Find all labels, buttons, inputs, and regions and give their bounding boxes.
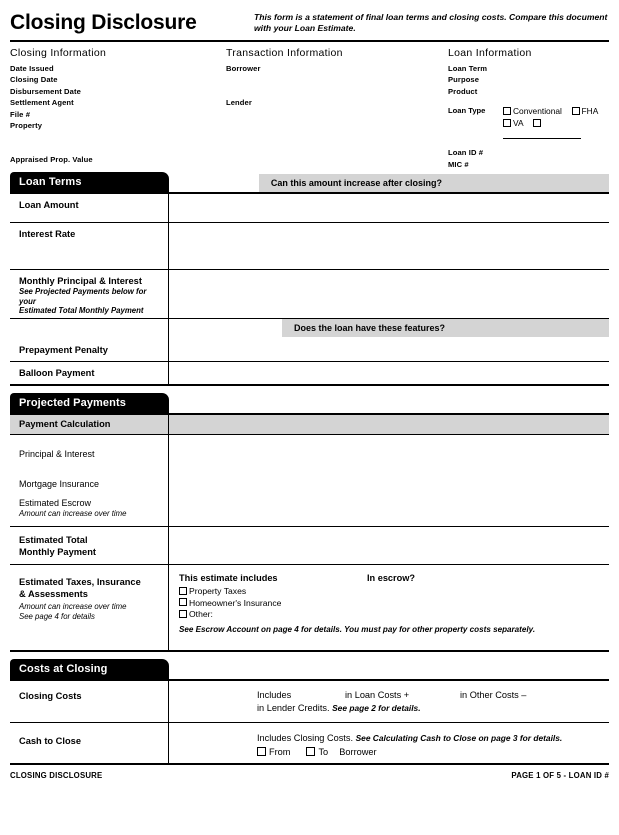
cell-label bbox=[10, 270, 169, 318]
checkbox-other-escrow[interactable] bbox=[179, 610, 187, 618]
cell-label bbox=[10, 194, 169, 222]
band-can-increase bbox=[259, 174, 609, 192]
label-closing-costs: Closing Costs bbox=[19, 691, 82, 701]
checkbox-property-taxes[interactable] bbox=[179, 587, 187, 595]
label-estimated-total-2: Monthly Payment bbox=[19, 547, 96, 557]
band-loan-features: Does the loan have these features? bbox=[282, 319, 609, 337]
projected-payments-tab: Projected Payments bbox=[10, 393, 169, 413]
cell-value-prepayment-penalty[interactable] bbox=[169, 319, 609, 361]
cell-label bbox=[10, 435, 169, 526]
label-estimated-taxes-1: Estimated Taxes, Insurance bbox=[19, 577, 141, 587]
label-loan-amount: Loan Amount bbox=[19, 200, 79, 210]
cell-closing-costs-detail bbox=[169, 681, 609, 722]
escrow-item bbox=[179, 598, 601, 610]
label-payment-calculation: Payment Calculation bbox=[19, 419, 111, 429]
text-see-calculating-cash-to-close: See Calculating Cash to Close on page 3 for details. bbox=[355, 733, 563, 743]
closing-information-heading: Closing Information bbox=[10, 47, 107, 59]
row-estimated-total-monthly-payment bbox=[10, 526, 609, 564]
row-interest-rate bbox=[10, 222, 609, 269]
sublabel-escrow-increase: Amount can increase over time bbox=[19, 509, 127, 518]
cell-payment-components-values[interactable] bbox=[169, 435, 609, 526]
sublabel-see-projected-2: Estimated Total Monthly Payment bbox=[19, 306, 144, 316]
field-closing-date: Closing Date bbox=[10, 75, 58, 85]
projected-payments-header-row bbox=[10, 393, 609, 413]
closing-costs-line-2 bbox=[257, 702, 601, 715]
cell-estimated-total-value[interactable] bbox=[169, 527, 609, 564]
row-loan-amount bbox=[10, 194, 609, 222]
transaction-information-column bbox=[226, 47, 448, 165]
cell-label bbox=[10, 223, 169, 269]
closing-costs-line-1 bbox=[257, 689, 601, 702]
spacer bbox=[10, 131, 226, 154]
band-can-increase-text: Can this amount increase after closing? bbox=[270, 178, 442, 188]
loan-information-column bbox=[448, 47, 609, 169]
field-mic: MIC # bbox=[448, 159, 469, 169]
checkbox-homeowners-insurance[interactable] bbox=[179, 598, 187, 606]
label-fha: FHA bbox=[581, 106, 599, 117]
cash-to-close-direction bbox=[257, 746, 601, 759]
label-interest-rate: Interest Rate bbox=[19, 229, 76, 239]
label-homeowners-insurance: Homeowner's Insurance bbox=[189, 597, 282, 608]
row-prepayment-penalty bbox=[10, 318, 609, 361]
sublabel-taxes-increase: Amount can increase over time bbox=[19, 602, 127, 611]
loan-terms-tab: Loan Terms bbox=[10, 172, 169, 192]
field-purpose: Purpose bbox=[448, 75, 480, 85]
footer-left: CLOSING DISCLOSURE bbox=[10, 771, 103, 780]
page-title: Closing Disclosure bbox=[10, 11, 197, 34]
cell-label bbox=[10, 527, 169, 564]
field-date-issued: Date Issued bbox=[10, 64, 54, 73]
cell-cash-to-close-detail bbox=[169, 723, 609, 763]
cell-value-monthly-principal-interest[interactable] bbox=[169, 270, 609, 318]
cell-value-balloon-payment[interactable] bbox=[169, 362, 609, 384]
label-balloon-payment: Balloon Payment bbox=[19, 368, 95, 378]
field-appraised-prop-value: Appraised Prop. Value bbox=[10, 155, 93, 165]
costs-at-closing-table bbox=[10, 679, 609, 765]
closing-information-column bbox=[10, 47, 226, 165]
loan-terms-band-wrap bbox=[169, 172, 609, 192]
cell-escrow-details bbox=[169, 565, 609, 650]
checkbox-fha[interactable] bbox=[572, 107, 580, 115]
checkbox-va[interactable] bbox=[503, 119, 511, 127]
projected-payments-table bbox=[10, 413, 609, 652]
cell-label bbox=[10, 565, 169, 650]
checkbox-conventional[interactable] bbox=[503, 107, 511, 115]
escrow-item-list bbox=[179, 586, 601, 621]
header-divider bbox=[10, 40, 609, 42]
escrow-item bbox=[179, 586, 601, 598]
from-option[interactable] bbox=[257, 747, 290, 757]
field-product: Product bbox=[448, 86, 478, 96]
loan-terms-header-row bbox=[10, 172, 609, 192]
label-other-escrow: Other: bbox=[189, 609, 213, 620]
loan-type-other-input[interactable] bbox=[503, 130, 581, 139]
loan-type-label: Loan Type bbox=[448, 106, 486, 116]
row-balloon-payment bbox=[10, 361, 609, 384]
field-settlement-agent: Settlement Agent bbox=[10, 98, 74, 108]
footer-right: PAGE 1 OF 5 - LOAN ID # bbox=[511, 771, 609, 780]
cell-value-interest-rate[interactable] bbox=[169, 223, 609, 269]
checkbox-other-loan-type[interactable] bbox=[533, 119, 541, 127]
label-estimated-taxes-2: & Assessments bbox=[19, 589, 88, 599]
text-see-page-2: See page 2 for details. bbox=[332, 703, 421, 713]
field-lender: Lender bbox=[226, 98, 252, 108]
cell-label bbox=[10, 362, 169, 384]
escrow-item bbox=[179, 609, 601, 621]
label-mortgage-insurance: Mortgage Insurance bbox=[19, 479, 100, 489]
text-includes-closing-costs: Includes Closing Costs. bbox=[257, 733, 354, 743]
checkbox-to[interactable] bbox=[306, 747, 315, 756]
escrow-headings bbox=[179, 572, 601, 584]
field-property: Property bbox=[10, 121, 43, 131]
row-payment-calculation bbox=[10, 415, 609, 434]
label-from: From bbox=[269, 747, 291, 757]
costs-at-closing-tab-right bbox=[169, 659, 609, 679]
label-to: To bbox=[318, 747, 329, 757]
costs-at-closing-section bbox=[10, 659, 609, 765]
projected-payments-tab-right bbox=[169, 393, 609, 413]
projected-payments-section bbox=[10, 393, 609, 652]
text-in-loan-costs: in Loan Costs + bbox=[345, 690, 410, 700]
label-conventional: Conventional bbox=[513, 106, 562, 117]
row-estimated-taxes-insurance bbox=[10, 564, 609, 650]
label-monthly-principal-interest: Monthly Principal & Interest bbox=[19, 276, 142, 286]
document-header bbox=[10, 0, 609, 35]
label-borrower: Borrower bbox=[339, 747, 377, 757]
field-loan-term: Loan Term bbox=[448, 64, 488, 73]
row-cash-to-close bbox=[10, 722, 609, 763]
costs-at-closing-tab: Costs at Closing bbox=[10, 659, 169, 679]
loan-type-row bbox=[448, 105, 609, 141]
field-file-number: File # bbox=[10, 109, 31, 119]
heading-in-escrow: In escrow? bbox=[367, 573, 415, 583]
loan-terms-table bbox=[10, 192, 609, 386]
sublabel-taxes-see-page-4: See page 4 for details bbox=[19, 611, 95, 621]
row-payment-components bbox=[10, 434, 609, 526]
row-closing-costs bbox=[10, 681, 609, 722]
loan-type-options bbox=[503, 105, 609, 141]
field-disbursement-date: Disbursement Date bbox=[10, 86, 81, 96]
sublabel-see-projected-1: See Projected Payments below for your bbox=[19, 287, 147, 306]
label-estimated-total-1: Estimated Total bbox=[19, 535, 88, 545]
text-includes: Includes bbox=[257, 690, 292, 700]
cell-value-loan-amount[interactable] bbox=[169, 194, 609, 222]
label-estimated-escrow: Estimated Escrow bbox=[19, 498, 92, 508]
text-in-lender-credits: in Lender Credits. bbox=[257, 703, 330, 713]
loan-terms-section bbox=[10, 172, 609, 386]
spacer bbox=[226, 74, 448, 97]
checkbox-from[interactable] bbox=[257, 747, 266, 756]
cell-label bbox=[10, 681, 169, 722]
page-footer bbox=[10, 765, 609, 780]
field-loan-id: Loan ID # bbox=[448, 148, 484, 158]
label-cash-to-close: Cash to Close bbox=[19, 736, 81, 746]
transaction-information-heading: Transaction Information bbox=[226, 47, 343, 59]
cell-label bbox=[10, 723, 169, 763]
cell-label bbox=[10, 319, 169, 361]
escrow-account-note: See Escrow Account on page 4 for details. You must pay for other property costs separately. bbox=[179, 624, 536, 634]
cash-to-close-line bbox=[257, 732, 601, 745]
text-in-other-costs: in Other Costs – bbox=[460, 690, 527, 700]
costs-at-closing-header-row bbox=[10, 659, 609, 679]
loan-information-heading: Loan Information bbox=[448, 47, 532, 59]
field-borrower: Borrower bbox=[226, 64, 261, 73]
label-prepayment-penalty: Prepayment Penalty bbox=[19, 345, 108, 355]
label-property-taxes: Property Taxes bbox=[189, 586, 247, 596]
row-monthly-principal-interest bbox=[10, 269, 609, 318]
label-va: VA bbox=[513, 118, 524, 129]
cell-label bbox=[10, 415, 169, 434]
information-columns bbox=[10, 47, 609, 169]
header-note: This form is a statement of final loan terms and closing costs. Compare this document with your Loan Estimate. bbox=[254, 12, 608, 33]
label-principal-interest: Principal & Interest bbox=[19, 449, 95, 459]
heading-this-estimate-includes: This estimate includes bbox=[179, 573, 278, 583]
cell-payment-calculation-values[interactable] bbox=[169, 415, 609, 434]
